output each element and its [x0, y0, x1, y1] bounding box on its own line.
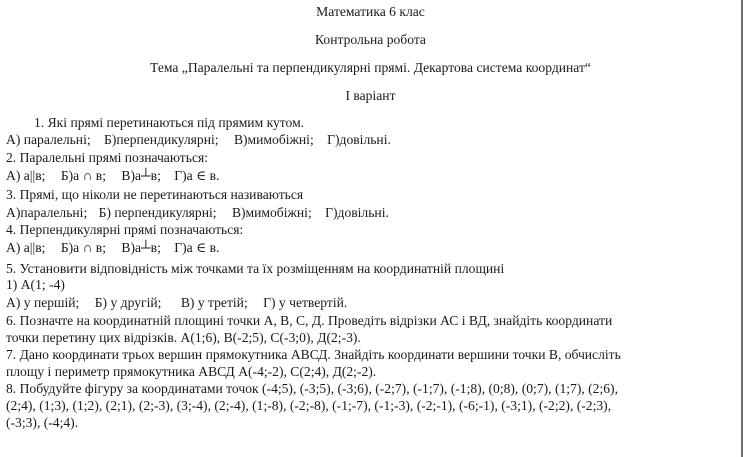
question-4-options	[6, 240, 219, 256]
question-4-text: 4. Перпендикулярні прямі позначаються:	[6, 222, 244, 237]
question-3-text: 3. Прямі, що ніколи не перетинаються називаються	[6, 187, 304, 202]
question-8-line-3: (-3;3), (-4;4).	[6, 415, 79, 430]
option-a: А)паралельні;	[6, 205, 88, 220]
question-7-line-1: 7. Дано координати трьох вершин прямокутника АВСД. Знайдіть координати вершини точки В, обчисліть	[6, 347, 621, 362]
work-type-title: Контрольна робота	[315, 32, 426, 47]
option-c: В)мимобіжні;	[233, 132, 314, 147]
option-c: В)а┴в;	[121, 240, 161, 255]
question-6-line-2: точки перетину цих відрізків. А(1;6), В(-2;5), С(-3;0), Д(2;-3).	[6, 330, 361, 345]
option-b: Б) у другій;	[94, 295, 162, 310]
question-1-options	[6, 132, 391, 148]
question-8-line-1: 8. Побудуйте фігуру за координатами точок (-4;5), (-3;5), (-3;6), (-2;7), (-1;7), (-1;8), (0;8), (0;7), (1;7), (2;6),	[6, 381, 618, 396]
option-d: Г) у четвертій.	[263, 295, 348, 310]
question-5-options	[6, 295, 347, 311]
option-b: Б) перпендикулярні;	[98, 205, 217, 220]
question-8-line-2: (2;4), (1;3), (1;2), (2;1), (2;-3), (3;-4), (2;-4), (1;-8), (-2;-8), (-1;-7), (-1;-3), (-2;-1), (-6;-1), (-3;1), (-2;2), (-2;3),	[6, 398, 612, 413]
question-7-line-2: площу і периметр прямокутника АВСД А(-4;-2), С(2;4), Д(2;-2).	[6, 364, 377, 379]
question-3-options	[6, 205, 389, 221]
option-d: Г)довільні.	[325, 205, 389, 220]
option-a: А) у першій;	[6, 295, 80, 310]
question-5-point: 1) А(1; -4)	[6, 277, 65, 292]
option-a: А) а||в;	[6, 168, 46, 183]
variant-title: І варіант	[345, 88, 396, 103]
option-d: Г)а ∈ в.	[174, 240, 220, 255]
option-d: Г)а ∈ в.	[174, 168, 220, 183]
option-a: А) а||в;	[6, 240, 46, 255]
option-d: Г)довільні.	[327, 132, 391, 147]
option-b: Б)перпендикулярні;	[104, 132, 219, 147]
subject-title: Математика 6 клас	[316, 4, 425, 19]
topic-title: Тема „Паралельні та перпендикулярні прямі. Декартова система координат“	[150, 60, 591, 75]
option-c: В)мимобіжні;	[231, 205, 312, 220]
question-2-text: 2. Паралельні прямі позначаються:	[6, 150, 209, 165]
option-b: Б)а ∩ в;	[60, 240, 107, 255]
question-2-options	[6, 168, 219, 184]
question-5-text: 5. Установити відповідність між точками та їх розміщенням на координатній площині	[6, 261, 505, 276]
question-6-line-1: 6. Позначте на координатній площині точки А, В, С, Д. Проведіть відрізки АС і ВД, знайдіть координати	[6, 313, 613, 328]
option-b: Б)а ∩ в;	[60, 168, 107, 183]
question-1-text: 1. Які прямі перетинаються під прямим кутом.	[34, 115, 305, 130]
option-c: В) у третій;	[180, 295, 248, 310]
option-c: В)а┴в;	[121, 168, 161, 183]
option-a: А) паралельні;	[6, 132, 91, 147]
